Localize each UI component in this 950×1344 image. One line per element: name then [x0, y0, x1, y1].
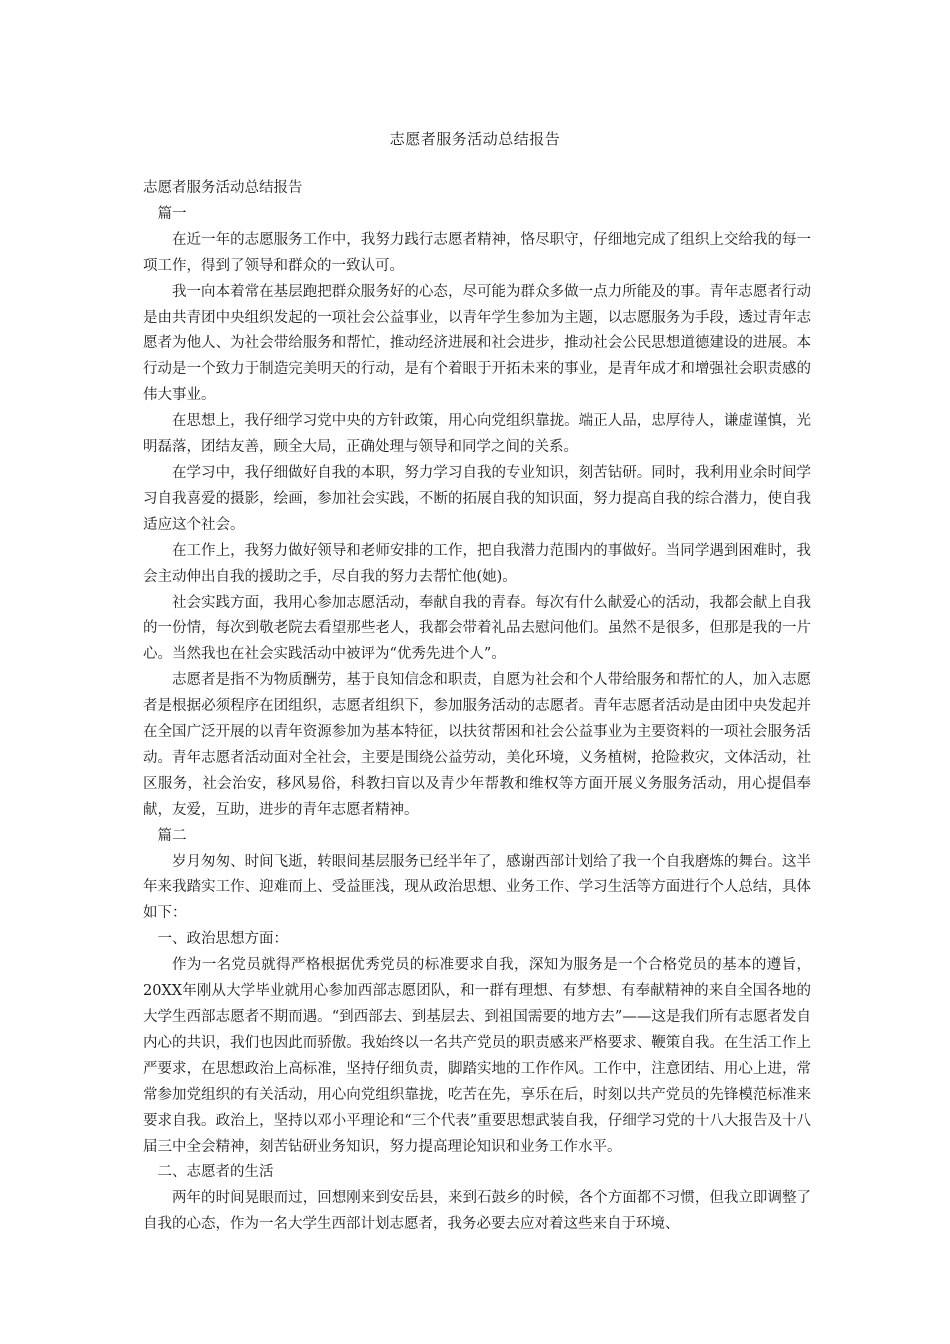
subtitle: 志愿者服务活动总结报告	[143, 180, 303, 196]
subsection-heading: 一、政治思想方面：	[157, 931, 288, 948]
paragraph: 在学习中，我仔细做好自我的本职，努力学习自我的专业知识，刻苦钻研。同时，我利用业余时间学习自我喜爱的摄影，绘画，参加社会实践，不断的拓展自我的知识面，努力提高自我的综合潜力，使自我适应这个社会。	[143, 464, 811, 533]
document-title: 志愿者服务活动总结报告	[389, 130, 561, 148]
paragraph: 在工作上，我努力做好领导和老师安排的工作，把自我潜力范围内的事做好。当同学遇到困难时，我会主动伸出自我的援助之手，尽自我的努力去帮忙他(她)。	[143, 542, 811, 585]
paragraph: 在思想上，我仔细学习党中央的方针政策，用心向党组织靠拢。端正人品，忠厚待人，谦虚谨慎，光明磊落，团结友善，顾全大局，正确处理与领导和同学之间的关系。	[143, 413, 811, 456]
document-body	[143, 176, 811, 1238]
paragraph: 志愿者是指不为物质酬劳，基于良知信念和职责，自愿为社会和个人带给服务和帮忙的人，加入志愿者是根据必须程序在团组织，志愿者组织下，参加服务活动的志愿者。青年志愿者活动是由团中央发起并在全国广泛开展的以青年资源参加为基本特征，以扶贫帮困和社会公益事业为主要资料的一项社会服务活动。青年志愿者活动面对全社会，主要是围绕公益劳动，美化环境，义务植树，抢险救灾，文体活动，社区服务，社会治安，移风易俗，科教扫盲以及青少年帮教和维权等方面开展义务服务活动，用心提倡奉献，友爱，互助，进步的青年志愿者精神。	[143, 672, 811, 818]
section-heading-1: 篇一	[157, 205, 187, 222]
paragraph: 我一向本着常在基层跑把群众服务好的心态，尽可能为群众多做一点力所能及的事。青年志愿者行动是由共青团中央组织发起的一项社会公益事业，以青年学生参加为主题，以志愿服务为手段，透过青年志愿者为他人、为社会带给服务和帮忙，推动经济进展和社会进步，推动社会公民思想道德建设的进展。本行动是一个致力于制造完美明天的行动，是有个着眼于开拓未来的事业，是青年成才和增强社会职责感的伟大事业。	[143, 283, 811, 404]
subsection-heading: 二、志愿者的生活	[157, 1164, 274, 1181]
paragraph: 社会实践方面，我用心参加志愿活动，奉献自我的青春。每次有什么献爱心的活动，我都会献上自我的一份情，每次到敬老院去看望那些老人，我都会带着礼品去慰问他们。虽然不是很多，但那是我的一片心。当然我也在社会实践活动中被评为“优秀先进个人”。	[143, 594, 811, 663]
section-heading-2: 篇二	[157, 827, 187, 844]
paragraph: 作为一名党员就得严格根据优秀党员的标准要求自我，深知为服务是一个合格党员的基本的遵旨，20XX年刚从大学毕业就用心参加西部志愿团队，和一群有理想、有梦想、有奉献精神的来自全国各地的大学生西部志愿者不期而遇。“到西部去、到基层去、到祖国需要的地方去”——这是我们所有志愿者发自内心的共识，我们也因此而骄傲。我始终以一名共产党员的职责感来严格要求、鞭策自我。在生活工作上严要求，在思想政治上高标准，坚持仔细负责，脚踏实地的工作作风。工作中，注意团结、用心上进，常常参加党组织的有关活动，用心向党组织靠拢，吃苦在先，享乐在后，时刻以共产党员的先锋模范标准来要求自我。政治上，坚持以邓小平理论和“三个代表”重要思想武装自我，仔细学习党的十八大报告及十八届三中全会精神，刻苦钻研业务知识，努力提高理论知识和业务工作水平。	[143, 957, 811, 1155]
paragraph: 在近一年的志愿服务工作中，我努力践行志愿者精神，恪尽职守，仔细地完成了组织上交给我的每一项工作，得到了领导和群众的一致认可。	[143, 231, 811, 274]
paragraph: 两年的时间晃眼而过，回想刚来到安岳县，来到石鼓乡的时候，各个方面都不习惯，但我立即调整了自我的心态，作为一名大学生西部计划志愿者，我务必要去应对着这些来自于环境、	[143, 1190, 811, 1233]
paragraph: 岁月匆匆、时间飞逝，转眼间基层服务已经半年了，感谢西部计划给了我一个自我磨炼的舞台。这半年来我踏实工作、迎难而上、受益匪浅，现从政治思想、业务工作、学习生活等方面进行个人总结，具体如下：	[143, 853, 811, 922]
